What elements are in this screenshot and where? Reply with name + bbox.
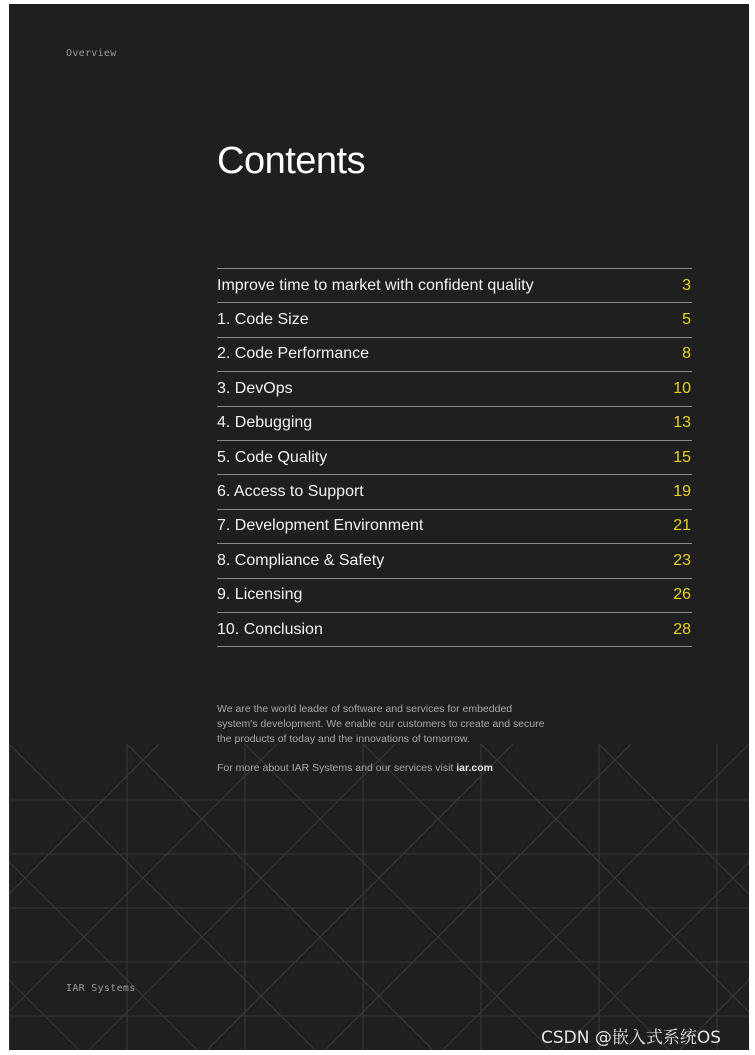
toc-entry-page-number: 28: [673, 620, 691, 638]
section-label: Overview: [66, 48, 117, 59]
toc-entry[interactable]: [217, 407, 692, 441]
toc-entry-label: 9. Licensing: [217, 586, 303, 604]
toc-entry[interactable]: [217, 338, 692, 372]
more-info-line: [217, 762, 493, 774]
toc-entry-label: 3. DevOps: [217, 379, 293, 397]
watermark: CSDN @嵌入式系统OS: [541, 1028, 722, 1048]
toc-entry[interactable]: [217, 510, 692, 544]
toc-entry-label: 8. Compliance & Safety: [217, 551, 385, 569]
toc-entry-label: 1. Code Size: [217, 311, 309, 329]
toc-entry[interactable]: [217, 475, 692, 509]
toc-entry-label: 4. Debugging: [217, 414, 313, 432]
toc-entry-label: 2. Code Performance: [217, 345, 370, 363]
toc-entry-page-number: 21: [673, 517, 691, 535]
company-description: We are the world leader of software and services for embedded system's development. We enable our customers to create and secure the products of today and the innovations of tomorrow.: [217, 703, 545, 745]
toc-entry-page-number: 13: [673, 414, 691, 432]
toc-entry-label: 10. Conclusion: [217, 620, 323, 638]
table-of-contents: [217, 268, 692, 647]
geometric-background-pattern: [9, 744, 749, 1050]
document-page: [9, 4, 749, 1050]
toc-entry-page-number: 19: [673, 483, 691, 501]
toc-entry-label: 6. Access to Support: [217, 483, 364, 501]
toc-entry-label: Improve time to market with confident quality: [217, 276, 534, 294]
toc-entry-page-number: 26: [673, 586, 691, 604]
toc-entry-page-number: 15: [673, 448, 691, 466]
toc-entry-label: 5. Code Quality: [217, 448, 328, 466]
toc-entry[interactable]: [217, 269, 692, 303]
toc-entry[interactable]: [217, 544, 692, 578]
toc-entry-page-number: 8: [682, 345, 691, 363]
toc-entry-page-number: 23: [673, 551, 691, 569]
toc-entry[interactable]: [217, 579, 692, 613]
toc-entry[interactable]: [217, 613, 692, 647]
footer-company-name: IAR Systems: [66, 983, 136, 994]
page-title: Contents: [217, 140, 366, 182]
toc-entry[interactable]: [217, 441, 692, 475]
iar-website-link[interactable]: iar.com: [456, 762, 494, 774]
toc-entry[interactable]: [217, 372, 692, 406]
toc-entry[interactable]: [217, 303, 692, 337]
toc-entry-label: 7. Development Environment: [217, 517, 424, 535]
more-info-text: For more about IAR Systems and our services visit: [217, 762, 457, 774]
toc-entry-page-number: 3: [682, 276, 691, 294]
toc-entry-page-number: 5: [682, 311, 691, 329]
toc-entry-page-number: 10: [673, 379, 691, 397]
